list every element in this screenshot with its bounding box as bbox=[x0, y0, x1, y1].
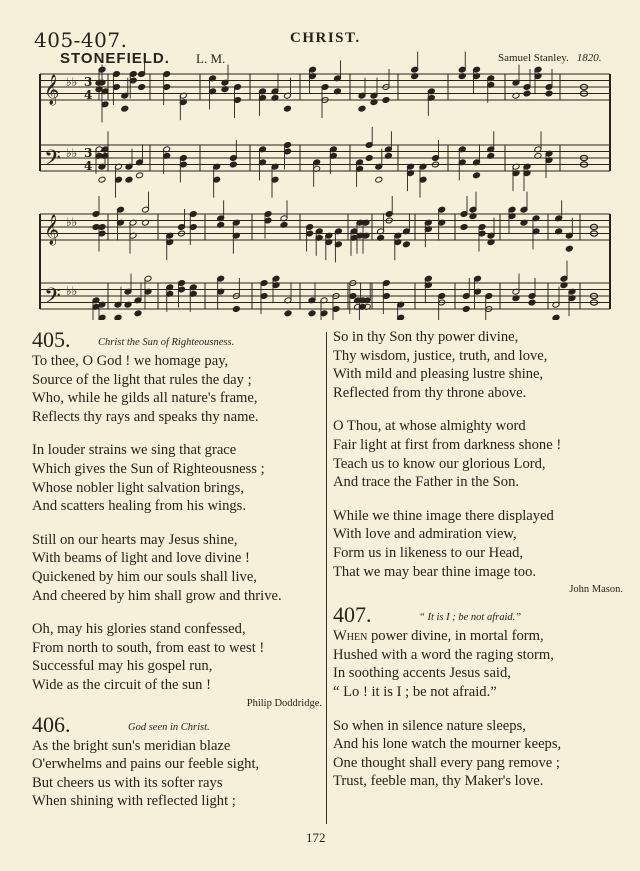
right-column bbox=[333, 328, 623, 793]
hymn-405-stanza-1 bbox=[32, 352, 322, 426]
composer-name: Samuel Stanley. bbox=[498, 52, 569, 64]
note-head bbox=[358, 105, 366, 112]
verse-line: But cheers us with its softer rays bbox=[32, 774, 223, 791]
note-head bbox=[136, 172, 144, 179]
music-score bbox=[0, 0, 640, 320]
hymn-405-stanza-2 bbox=[32, 441, 322, 515]
note-head bbox=[460, 224, 468, 231]
verse-line: O Thou, at whose almighty word bbox=[333, 418, 526, 435]
note-head bbox=[134, 310, 142, 317]
hymn-number-range: 405-407. bbox=[34, 28, 128, 52]
note-head bbox=[382, 97, 390, 104]
note-head bbox=[121, 105, 129, 112]
note-head bbox=[402, 241, 410, 248]
verse-line: And scatters healing from his wings. bbox=[32, 498, 247, 515]
hymn-406-stanza-1 bbox=[32, 737, 322, 811]
note-head bbox=[552, 314, 560, 320]
page-number: 172 bbox=[306, 830, 326, 845]
verse-line: One thought shall every pang remove ; bbox=[333, 754, 560, 771]
note-head bbox=[125, 176, 133, 183]
time-signature-bottom: 4 bbox=[84, 88, 93, 102]
hymn-405-number: 405. bbox=[32, 327, 71, 352]
verse-line: With mild and pleasing lustre shine, bbox=[333, 366, 544, 383]
left-column bbox=[32, 328, 322, 813]
hymn-406-stanza-3 bbox=[333, 417, 623, 491]
verse-line: Trust, feeble man, thy Maker's love. bbox=[333, 773, 544, 790]
verse-line: That we may bear thine image too. bbox=[333, 563, 537, 580]
note-head bbox=[523, 90, 531, 97]
verse-line: In louder strains we sing that grace bbox=[32, 442, 237, 459]
tune-meter: L. M. bbox=[196, 51, 226, 66]
composer-year: 1820. bbox=[576, 52, 602, 64]
verse-line: Successful may his gospel run, bbox=[32, 658, 213, 675]
note-head bbox=[308, 310, 316, 317]
verse-line: Thy wisdom, justice, truth, and love, bbox=[333, 347, 548, 364]
verse-line: Hushed with a word the raging storm, bbox=[333, 646, 554, 663]
time-signature-top: 3 bbox=[84, 146, 93, 160]
hymn-407-title: “ It is I ; be not afraid.” bbox=[419, 612, 522, 624]
verse-line: Whose nobler light salvation brings, bbox=[32, 479, 244, 496]
verse-line: Reflected from thy throne above. bbox=[333, 384, 527, 401]
verse-line: And trace the Father in the Son. bbox=[333, 474, 520, 491]
hymn-406-number: 406. bbox=[32, 711, 71, 737]
verse-line: O'erwhelms and pains our feeble sight, bbox=[32, 756, 260, 773]
verse-line: As the bright sun's meridian blaze bbox=[32, 737, 231, 754]
hymn-406-stanza-2 bbox=[333, 328, 623, 402]
verse-line: With beams of light and love divine ! bbox=[32, 550, 250, 567]
section-title: CHRIST. bbox=[290, 30, 361, 46]
bass-clef-icon: 𝄢 bbox=[44, 146, 61, 176]
note-head bbox=[284, 105, 292, 112]
verse-line: Fair light at first from darkness shone ! bbox=[333, 436, 562, 453]
verse-line: To thee, O God ! we homage pay, bbox=[32, 353, 229, 369]
flat-icon: ♭♭ bbox=[66, 146, 78, 160]
flat-icon: ♭♭ bbox=[66, 75, 78, 89]
verse-line: When shining with reflected light ; bbox=[32, 793, 236, 810]
hymn-407-stanza-2 bbox=[333, 717, 623, 791]
flat-icon: ♭♭ bbox=[66, 284, 78, 298]
verse-line: Form us in likeness to our Head, bbox=[333, 544, 524, 561]
hymn-406-author: John Mason. bbox=[569, 584, 623, 596]
verse-line: Quickened by him our souls shall live, bbox=[32, 568, 257, 585]
hymn-406-stanza-4 bbox=[333, 507, 623, 581]
flat-icon: ♭♭ bbox=[66, 215, 78, 229]
note-head bbox=[229, 161, 237, 168]
note-head bbox=[98, 176, 106, 183]
note-head bbox=[232, 306, 240, 313]
verse-line: Source of the light that rules the day ; bbox=[32, 371, 252, 388]
verse-line: From north to south, from east to west ! bbox=[32, 639, 265, 656]
treble-clef-icon: 𝄞 bbox=[44, 75, 60, 105]
verse-line: While we thine image there displayed bbox=[333, 507, 554, 524]
column-divider bbox=[326, 332, 327, 824]
note-head bbox=[284, 310, 292, 317]
drop-word: When bbox=[333, 628, 368, 645]
verse-line: Reflects thy rays and speaks thy name. bbox=[32, 408, 259, 425]
verse-line: So when in silence nature sleeps, bbox=[333, 717, 526, 734]
time-signature-bottom: 4 bbox=[84, 159, 93, 173]
verse-line: Wide as the circuit of the sun ! bbox=[32, 676, 211, 693]
first-line-rest: power divine, in mortal form, bbox=[367, 628, 544, 645]
note-head bbox=[528, 299, 536, 306]
verse-line: Still on our hearts may Jesus shine, bbox=[32, 531, 238, 548]
treble-clef-icon: 𝄞 bbox=[44, 215, 60, 245]
verse-line-first bbox=[333, 627, 623, 646]
bass-clef-icon: 𝄢 bbox=[44, 284, 61, 314]
note-head bbox=[462, 306, 470, 313]
hymn-406-heading bbox=[32, 713, 322, 737]
verse-line: “ Lo ! it is I ; be not afraid.” bbox=[333, 683, 497, 700]
note-head bbox=[138, 84, 146, 91]
verse-line: Oh, may his glories stand confessed, bbox=[32, 621, 246, 638]
note-head bbox=[375, 176, 383, 183]
note-head bbox=[473, 172, 481, 179]
verse-line: With love and admiration view, bbox=[333, 526, 517, 543]
verse-line: In soothing accents Jesus said, bbox=[333, 665, 511, 682]
tune-name: STONEFIELD. bbox=[60, 50, 170, 67]
time-signature-top: 3 bbox=[84, 75, 93, 89]
hymn-407-number: 407. bbox=[333, 602, 372, 628]
note-head bbox=[114, 314, 122, 320]
verse-line: Which gives the Sun of Righteousness ; bbox=[32, 460, 265, 477]
hymn-405-author: Philip Doddridge. bbox=[246, 697, 322, 709]
hymn-407-stanza-1 bbox=[333, 627, 623, 701]
hymn-405-title: Christ the Sun of Righteousness. bbox=[98, 337, 235, 348]
hymn-407-heading bbox=[333, 603, 623, 627]
verse-line: And cheered by him shall grow and thrive. bbox=[32, 587, 282, 604]
note-head bbox=[565, 245, 573, 252]
verse-line: And his lone watch the mourner keeps, bbox=[333, 736, 562, 753]
note-head bbox=[545, 90, 553, 97]
verse-line: So in thy Son thy power divine, bbox=[333, 329, 519, 345]
hymn-406-title: God seen in Christ. bbox=[128, 721, 210, 733]
hymn-405-stanza-4 bbox=[32, 620, 322, 694]
note-head bbox=[365, 155, 373, 162]
verse-line: Who, while he gilds all nature's frame, bbox=[32, 390, 258, 407]
hymn-405-heading bbox=[32, 328, 322, 352]
hymn-405-stanza-3 bbox=[32, 531, 322, 605]
verse-line: Teach us to know our glorious Lord, bbox=[333, 455, 546, 472]
